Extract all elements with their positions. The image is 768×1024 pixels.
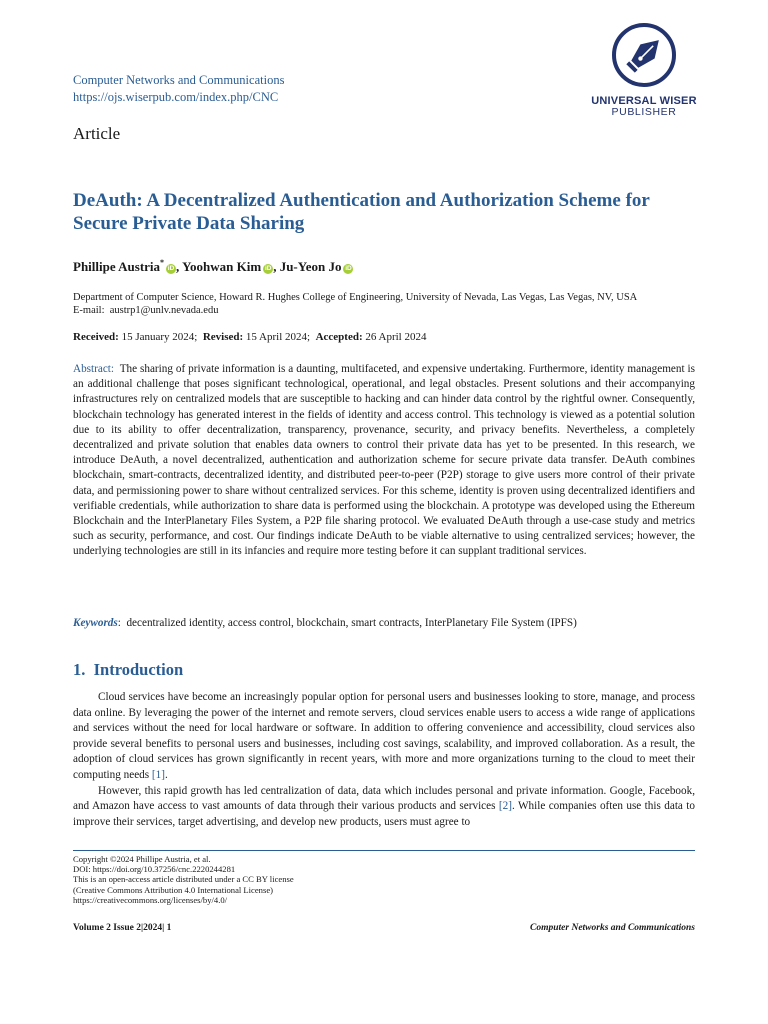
keywords-text: decentralized identity, access control, blockchain, smart contracts, InterPlanetary File System (IPFS) <box>126 617 577 629</box>
email-address[interactable]: austrp1@unlv.nevada.edu <box>109 305 219 316</box>
author-list <box>73 258 353 275</box>
page-footer-volume: Volume 2 Issue 2|2024| 1 <box>73 923 172 933</box>
citation-link[interactable]: [1] <box>151 768 165 781</box>
revised-label: Revised: <box>202 331 244 343</box>
section-number: 1. <box>73 660 86 679</box>
paragraph-end: . <box>164 768 168 781</box>
paragraph <box>73 690 695 784</box>
body-text <box>73 690 695 830</box>
orcid-icon[interactable]: iD <box>345 265 352 272</box>
publication-dates <box>73 331 427 343</box>
received-label: Received: <box>73 331 119 343</box>
orcid-icon[interactable]: iD <box>167 265 175 272</box>
revised-date: 15 April 2024; <box>245 331 311 343</box>
paragraph-text: Cloud services have become an increasingly popular option for personal users and businesses looking to store, manage, and process data online. By leveraging the power of the internet and remote servers, cloud services enable users to access a wide range of applications and services without the need for local hardware or software. In addition to offering convenience and accessibility, cloud services also provide several benefits to personal users and businesses, including cost savings, scalability, and improved collaboration. As a result, the adoption of cloud services has grown significantly in recent years, with more and more organizations turning to the cloud to meet their computing needs <box>73 691 695 781</box>
copyright-footnote <box>73 854 294 905</box>
accepted-label: Accepted: <box>315 331 363 343</box>
abstract <box>73 362 695 560</box>
author-name: Yoohwan Kim <box>182 259 262 274</box>
license-name: (Creative Commons Attribution 4.0 International License) <box>73 884 273 895</box>
license-url[interactable]: https://creativecommons.org/licenses/by/4.0/ <box>73 894 228 905</box>
pen-nib-icon <box>611 22 677 88</box>
publisher-name: UNIVERSAL WISER <box>591 95 697 107</box>
author-name: Ju-Yeon Jo <box>279 259 342 274</box>
keywords: Keywords: decentralized identity, access control, blockchain, smart contracts, InterPlanetary File System (IPFS) <box>73 617 577 629</box>
section-title: Introduction <box>93 660 184 679</box>
email-label: E-mail: <box>73 305 105 316</box>
paper-title: DeAuth: A Decentralized Authentication and Authorization Scheme for Secure Private Data Sharing <box>73 190 650 234</box>
page-footer-journal: Computer Networks and Communications <box>530 923 695 933</box>
affiliation-block <box>73 291 703 317</box>
journal-url[interactable]: https://ojs.wiserpub.com/index.php/CNC <box>73 90 279 104</box>
abstract-label: Abstract: <box>73 363 115 375</box>
footnote-divider <box>73 850 695 851</box>
publisher-logo <box>588 22 700 118</box>
citation-link[interactable]: [2] <box>498 800 512 813</box>
doi-line[interactable]: DOI: https://doi.org/10.37256/cnc.2220244281 <box>73 864 236 875</box>
author-name: Phillipe Austria <box>73 259 161 274</box>
keywords-label: Keywords <box>73 617 118 629</box>
journal-name: Computer Networks and Communications <box>73 73 285 87</box>
paragraph-text: However, this rapid growth has led centralization of data, data which includes personal and private information. Google, Facebook, and Amazon have access to vast amounts of data through their various products and services <box>73 784 695 813</box>
received-date: 15 January 2024; <box>121 331 198 343</box>
accepted-date: 26 April 2024 <box>365 331 427 343</box>
orcid-icon[interactable]: iD <box>264 265 272 272</box>
article-type: Article <box>73 124 121 143</box>
paragraph-end: . While companies often use this data to improve their services, target advertising, and develop new products, users must agree to <box>73 800 696 828</box>
author-separator: , <box>176 259 183 274</box>
license-line: This is an open-access article distributed under a CC BY license <box>73 874 294 885</box>
email-line <box>73 304 703 317</box>
publisher-subtitle: PUBLISHER <box>611 106 677 118</box>
section-heading <box>73 660 183 680</box>
abstract-text: The sharing of private information is a daunting, multifaceted, and expensive undertaking. Furthermore, identity management is an additional challenge that poses significant technological, operational, and legal obstacles. Present solutions and their accompanying infrastructures rely on centralized models that are susceptible to hacking and can hinder data control by the rightful owner. Consequently, blockchain technology has generated interest in the fields of identity and access control. This technology is viewed as a potential solution due to its ability to offer decentralization, transparency, provenance, security, and privacy benefits. Nevertheless, a completely decentralized and private solution that enables data owners to control their private data has yet to be presented. In this research, we introduce DeAuth, a novel decentralized, authentication and authorization scheme for secure private data transfer. DeAuth combines blockchain, smart-contracts, decentralized identity, and distributed peer-to-peer (P2P) storage to give users more control of their private data, and permissioning power to share without centralized services. For this scheme, identity is proven using decentralized identifiers and verifiable credentials, while authorization to share data is performed using the blockchain. A prototype was developed using the Ethereum Blockchain and the InterPlanetary Files System, a P2P file sharing protocol. We evaluated DeAuth through a use-case study and metrics such as security, performance, and cost. Our findings indicate DeAuth to be viable alternative to using centralized services; however, the underlying technologies are still in its infancies and require more testing before it can supplant traditional services. <box>73 363 695 558</box>
corresponding-mark: * <box>160 258 165 267</box>
copyright-line: Copyright ©2024 Phillipe Austria, et al. <box>73 854 211 864</box>
paragraph <box>73 784 695 831</box>
author-separator: , <box>273 259 280 274</box>
affiliation: Department of Computer Science, Howard R. Hughes College of Engineering, University of Nevada, Las Vegas, Las Vegas, NV, USA <box>73 292 638 303</box>
journal-info <box>73 72 284 106</box>
